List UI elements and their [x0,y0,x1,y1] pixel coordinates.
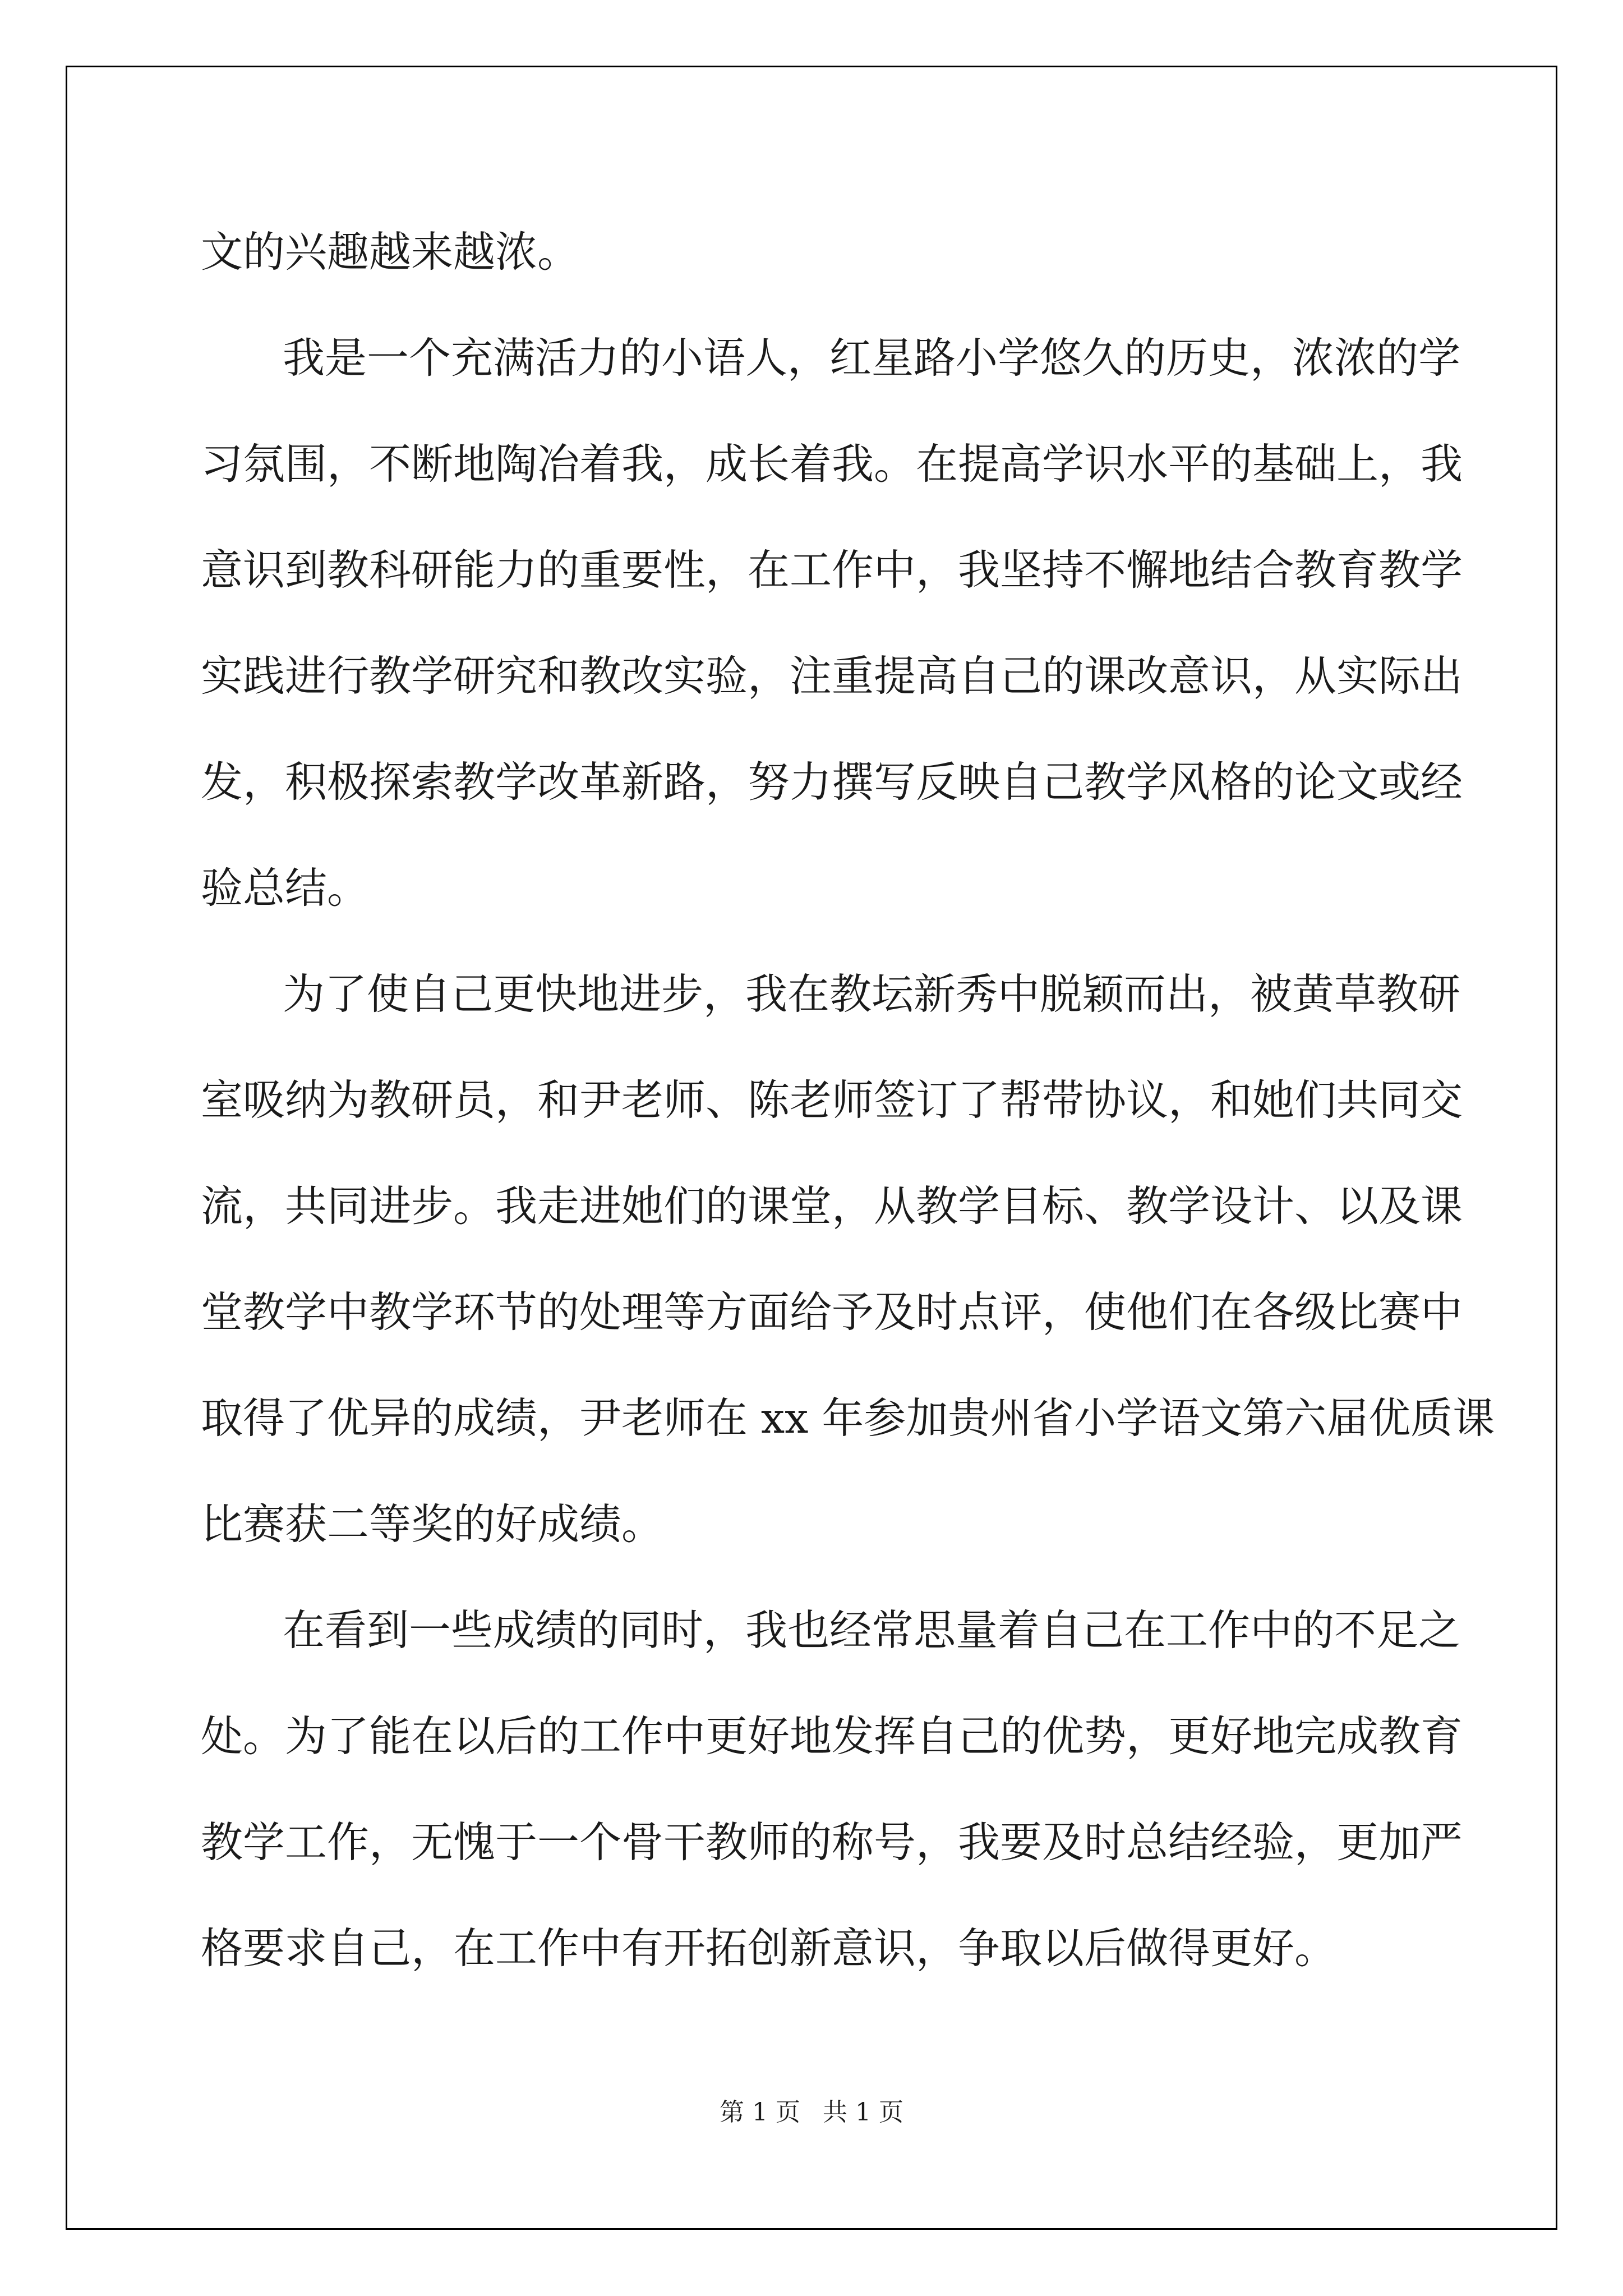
text-line: 处。为了能在以后的工作中更好地发挥自己的优势，更好地完成教育 [201,1711,1463,1761]
text-line: 堂教学中教学环节的处理等方面给予及时点评，使他们在各级比赛中 [201,1287,1463,1337]
page-number-total: 共 1 页 [823,2098,903,2127]
text-line: 比赛获二等奖的好成绩。 [201,1499,664,1549]
text-line: 习氛围，不断地陶冶着我，成长着我。在提高学识水平的基础上，我 [201,439,1463,489]
text-line: 流，共同进步。我走进她们的课堂，从教学目标、教学设计、以及课 [201,1181,1463,1231]
text-line: 发，积极探索教学改革新路，努力撰写反映自己教学风格的论文或经 [201,757,1463,807]
page-number-current: 第 1 页 [720,2098,800,2127]
text-line: 教学工作，无愧于一个骨干教师的称号，我要及时总结经验，更加严 [201,1818,1463,1867]
text-line: 验总结。 [201,863,370,913]
text-line: 在看到一些成绩的同时，我也经常思量着自己在工作中的不足之 [283,1605,1461,1655]
text-line: 室吸纳为教研员，和尹老师、陈老师签订了帮带协议，和她们共同交 [201,1075,1463,1125]
text-line: 实践进行教学研究和教改实验，注重提高自己的课改意识，从实际出 [201,651,1463,701]
text-line: 为了使自己更快地进步，我在教坛新秀中脱颖而出，被黄草教研 [283,969,1461,1019]
document-body [201,199,1495,2001]
text-line: 取得了优异的成绩，尹老师在 xx 年参加贵州省小学语文第六届优质课 [201,1393,1495,1443]
page-footer [0,2096,1623,2129]
text-line: 意识到教科研能力的重要性，在工作中，我坚持不懈地结合教育教学 [201,545,1463,595]
text-line: 格要求自己，在工作中有开拓创新意识，争取以后做得更好。 [201,1924,1337,1973]
text-line: 我是一个充满活力的小语人，红星路小学悠久的历史，浓浓的学 [283,333,1461,383]
text-line: 文的兴趣越来越浓。 [201,227,580,277]
